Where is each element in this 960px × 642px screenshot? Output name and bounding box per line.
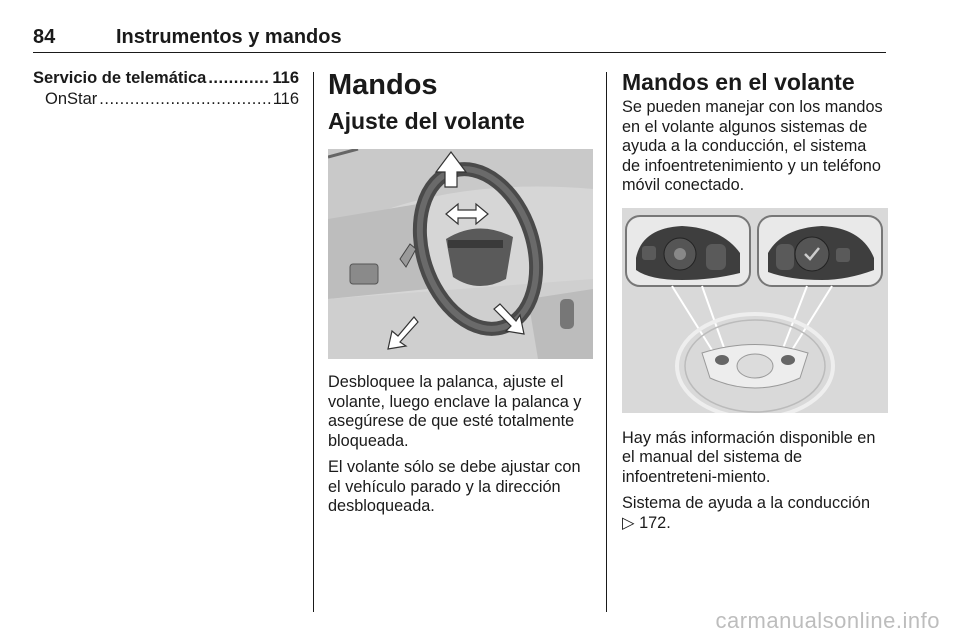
steering-adjust-illustration bbox=[328, 149, 593, 359]
subsection-heading: Ajuste del volante bbox=[328, 108, 525, 134]
toc-entry-page: 116 bbox=[272, 90, 299, 108]
section-heading: Mandos bbox=[328, 69, 438, 101]
paragraph-text: Sistema de ayuda a la conducción bbox=[622, 494, 870, 512]
steering-controls-illustration bbox=[622, 208, 888, 413]
column-divider bbox=[313, 72, 314, 612]
paragraph: Desbloquee la palanca, ajuste el volante, luego enclave la palanca y asegúrese de que esté totalmente bloqueada. bbox=[328, 373, 582, 450]
toc-leader-dots bbox=[99, 89, 270, 110]
page-header bbox=[33, 12, 886, 53]
table-of-contents bbox=[33, 68, 299, 110]
paragraph: El volante sólo se debe ajustar con el vehículo parado y la dirección desbloqueada. bbox=[328, 458, 581, 515]
steering-adjust-column bbox=[328, 68, 593, 517]
steering-controls-figure bbox=[622, 208, 888, 413]
page-reference-link[interactable]: 172. bbox=[639, 513, 671, 532]
paragraph: Se pueden manejar con los mandos en el volante algunos sistemas de ayuda a la conducción, el sistema de infoentretenimiento y un teléfono móvil conectado. bbox=[622, 98, 883, 194]
toc-entry[interactable] bbox=[33, 89, 299, 110]
watermark: carmanualsonline.info bbox=[715, 608, 940, 633]
left-control-panel bbox=[626, 216, 750, 286]
steering-wheel-figure bbox=[328, 149, 593, 359]
toc-entry-label: Servicio de telemática bbox=[33, 69, 207, 87]
toc-entry-label: OnStar bbox=[45, 90, 98, 108]
column-divider bbox=[606, 72, 607, 612]
page-number: 84 bbox=[33, 26, 56, 48]
wheel-controls-column bbox=[622, 68, 888, 533]
paragraph: Hay más información disponible en el manual del sistema de infoentreteni-miento. bbox=[622, 428, 876, 486]
toc-entry-page: 116 bbox=[272, 69, 299, 87]
paragraph bbox=[622, 494, 888, 533]
page-reference-icon: ▷ bbox=[622, 513, 635, 532]
chapter-title: Instrumentos y mandos bbox=[116, 26, 342, 48]
toc-leader-dots bbox=[208, 68, 270, 89]
right-control-panel bbox=[758, 216, 882, 286]
section-heading: Mandos en el volante bbox=[622, 69, 855, 95]
toc-entry[interactable] bbox=[33, 68, 299, 89]
